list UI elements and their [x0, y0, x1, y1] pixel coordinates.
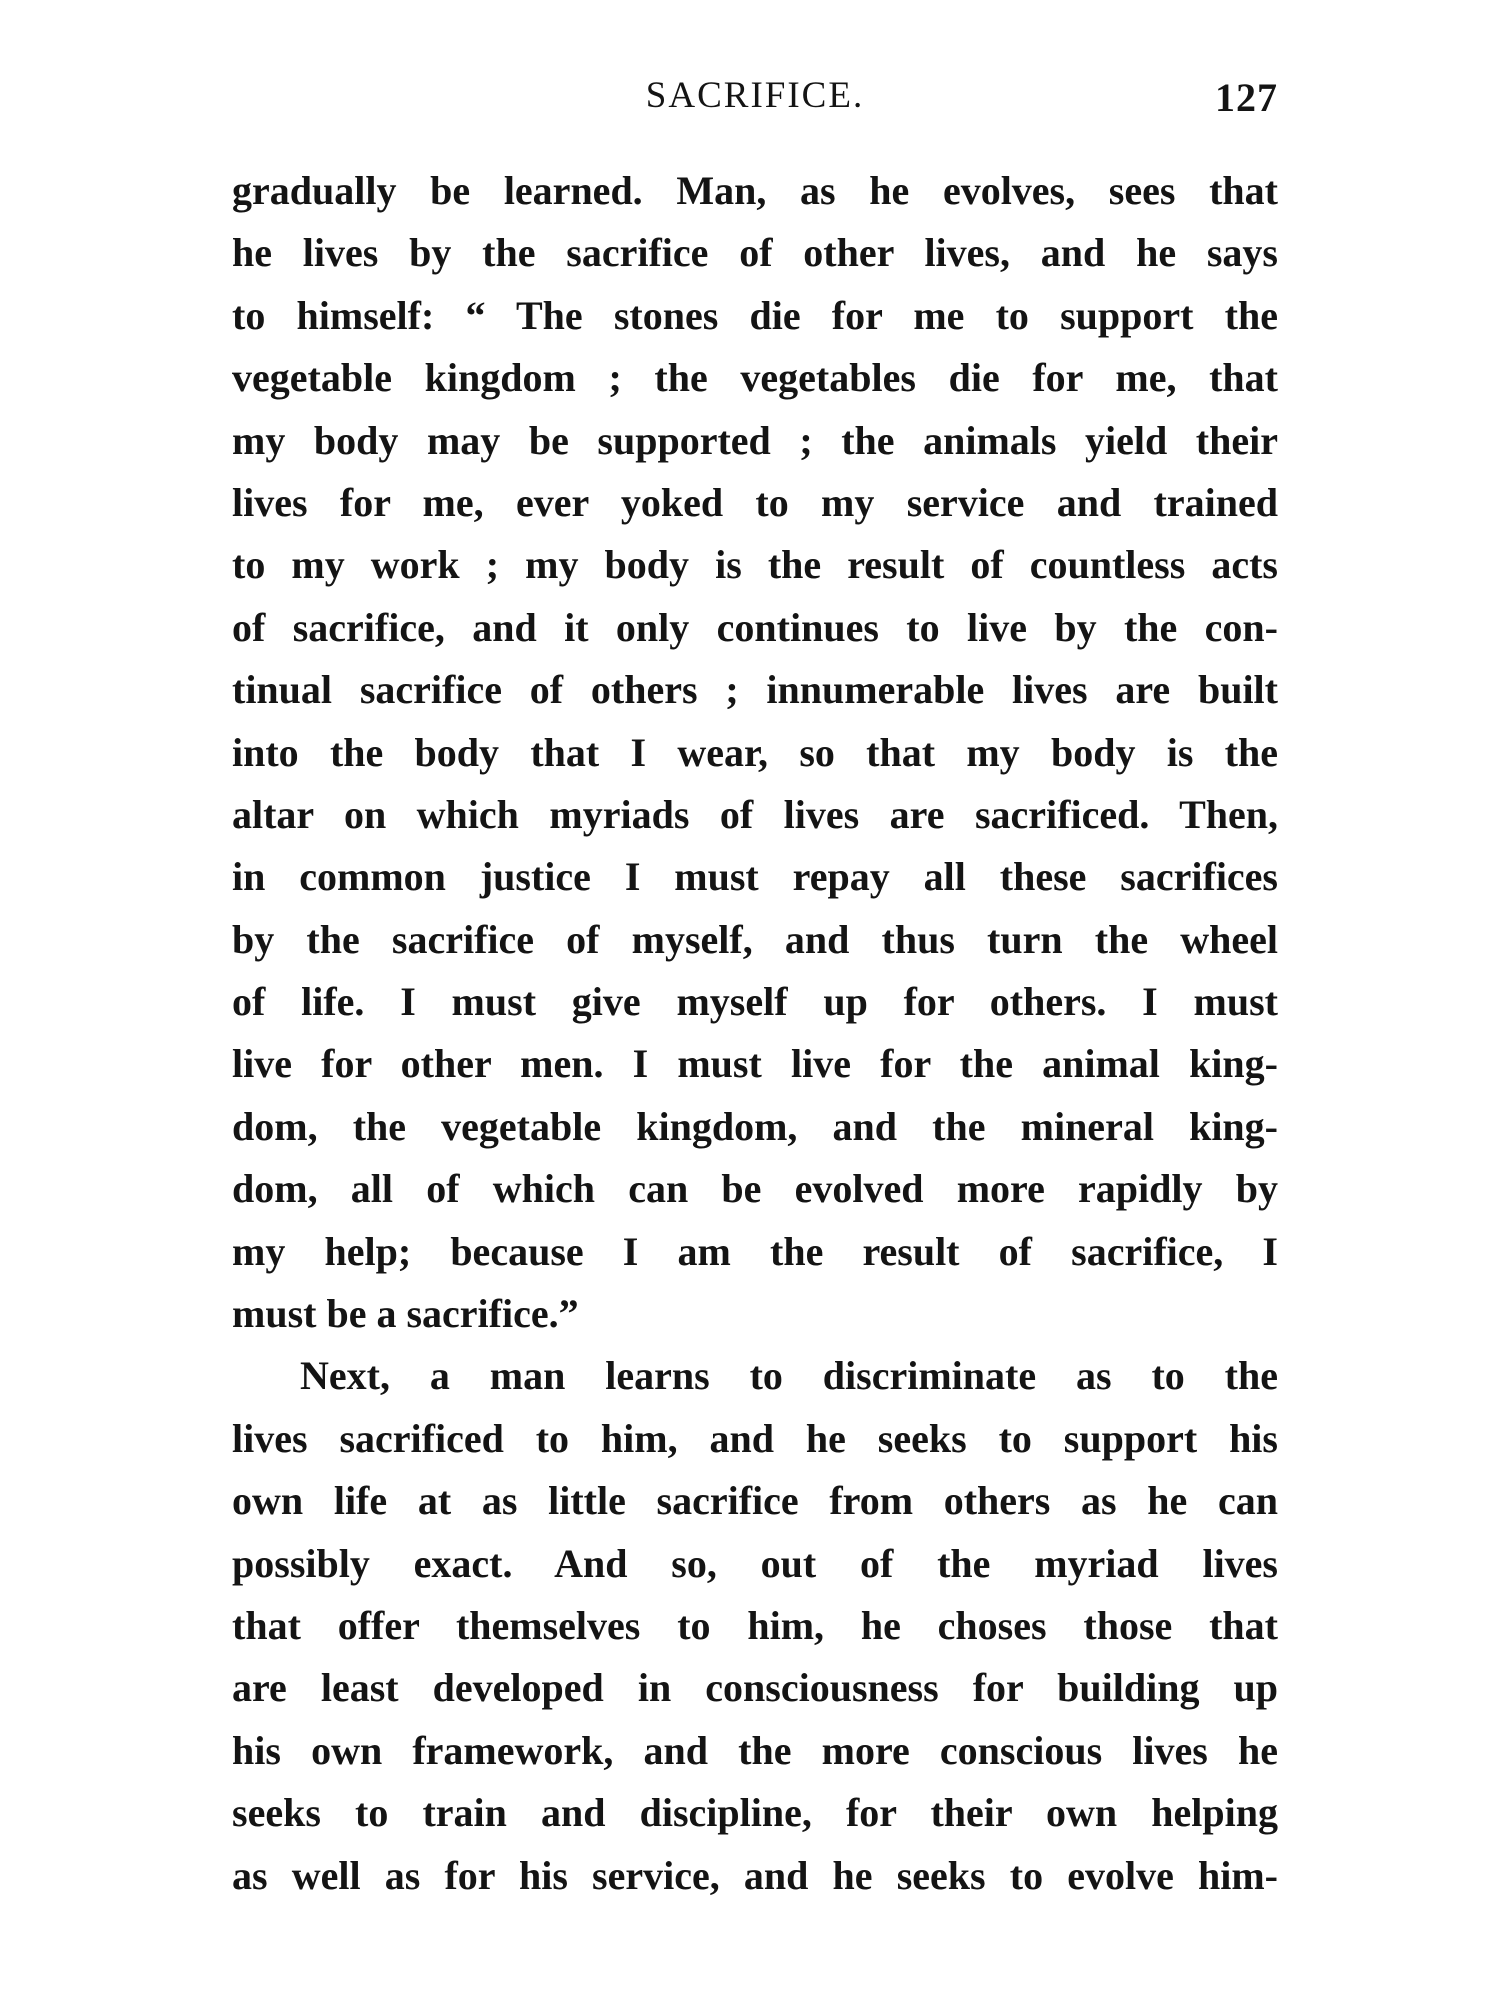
text-line: that offer themselves to him, he choses those that — [232, 1602, 1278, 1648]
paragraph-2 — [232, 1345, 1278, 1907]
running-head — [232, 74, 1278, 134]
text-line: own life at as little sacrifice from others as he can — [232, 1478, 1278, 1524]
text-line: lives sacrificed to him, and he seeks to support his — [232, 1415, 1278, 1461]
body-text — [232, 160, 1278, 1907]
text-line: Next, a man learns to discriminate as to the — [300, 1353, 1278, 1399]
text-line: gradually be learned. Man, as he evolves, sees that — [232, 168, 1278, 213]
text-line: altar on which myriads of lives are sacrificed. Then, — [232, 791, 1278, 837]
text-line: must be a sacrifice.” — [232, 1291, 579, 1337]
paragraph-1 — [232, 160, 1278, 1345]
text-line: of sacrifice, and it only continues to live by the con- — [232, 604, 1278, 650]
text-line: possibly exact. And so, out of the myriad lives — [232, 1540, 1278, 1586]
text-line: to himself: “ The stones die for me to support the — [232, 292, 1278, 338]
text-line: seeks to train and discipline, for their own helping — [232, 1790, 1278, 1836]
text-line: dom, the vegetable kingdom, and the mineral king- — [232, 1103, 1278, 1149]
text-line: into the body that I wear, so that my body is the — [232, 729, 1278, 775]
text-line: vegetable kingdom ; the vegetables die for me, that — [232, 355, 1278, 401]
text-line: lives for me, ever yoked to my service and trained — [232, 479, 1278, 525]
text-line: by the sacrifice of myself, and thus turn the wheel — [232, 916, 1278, 962]
text-line: in common justice I must repay all these sacrifices — [232, 854, 1278, 900]
text-line: dom, all of which can be evolved more rapidly by — [232, 1166, 1278, 1212]
page-number: 127 — [1215, 75, 1278, 120]
text-line: his own framework, and the more conscious lives he — [232, 1727, 1278, 1773]
text-line: are least developed in consciousness for building up — [232, 1665, 1278, 1711]
text-line: he lives by the sacrifice of other lives, and he says — [232, 230, 1278, 276]
text-line: as well as for his service, and he seeks to evolve him- — [232, 1852, 1278, 1898]
text-line: of life. I must give myself up for others. I must — [232, 979, 1278, 1025]
text-line: my body may be supported ; the animals yield their — [232, 417, 1278, 463]
text-line: to my work ; my body is the result of countless acts — [232, 542, 1278, 588]
running-title: SACRIFICE. — [645, 75, 865, 116]
text-line: tinual sacrifice of others ; innumerable lives are built — [232, 667, 1278, 713]
text-line: live for other men. I must live for the animal king- — [232, 1041, 1278, 1087]
text-line: my help; because I am the result of sacrifice, I — [232, 1228, 1278, 1274]
